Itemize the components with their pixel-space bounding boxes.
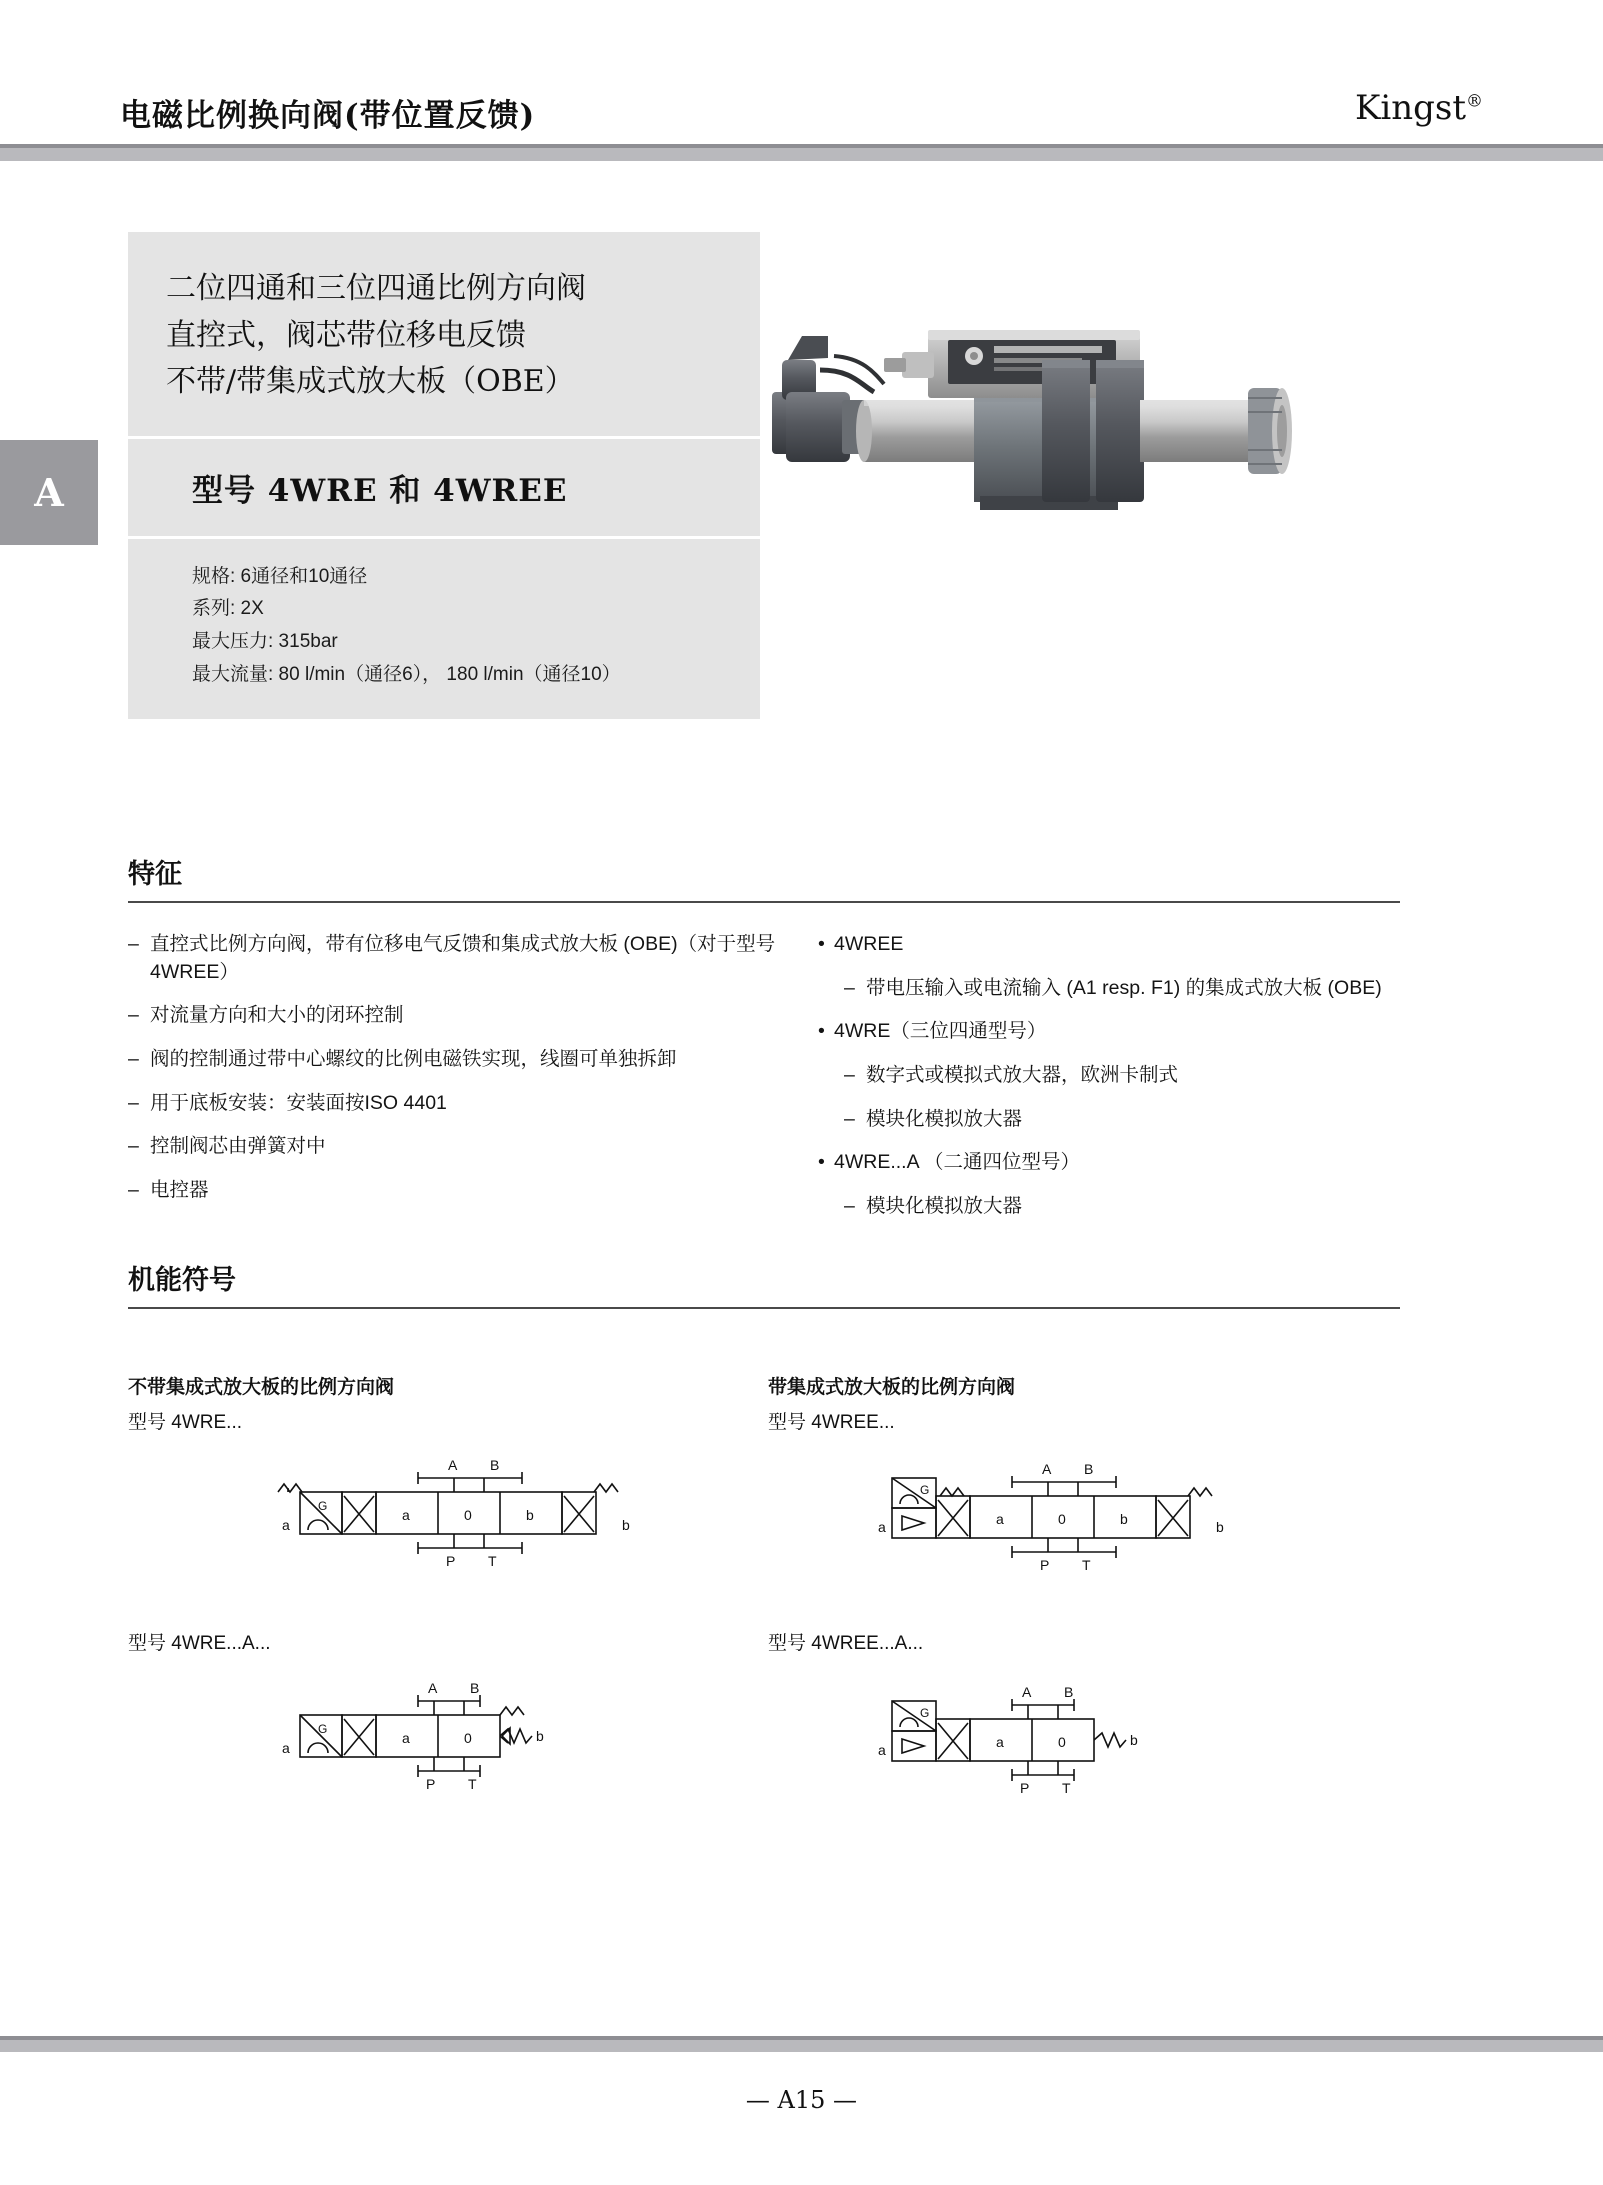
port-label-P: P (426, 1776, 436, 1792)
symbols-section (128, 1258, 1400, 1309)
feature-item (128, 1090, 818, 1118)
feature-text: 对流量方向和大小的闭环控制 (150, 1004, 404, 1027)
features-left-column (128, 931, 818, 1237)
header-rule (0, 148, 1603, 161)
feature-item (128, 1002, 818, 1030)
port-label-g: G (318, 1499, 328, 1513)
list-marker: – (128, 1091, 139, 1114)
title-block-model: 型号 4WRE 和 4WREE (128, 439, 760, 539)
hydraulic-symbol-4wree (878, 1450, 1298, 1580)
feature-text: 阀的控制通过带中心螺纹的比例电磁铁实现，线圈可单独拆卸 (150, 1048, 677, 1071)
list-marker: • (818, 1151, 825, 1174)
spool-label-0: 0 (1058, 1511, 1066, 1527)
spool-label-b: b (526, 1507, 534, 1523)
symbol-group-4wre (128, 1372, 768, 1585)
hydraulic-symbol-4wre-a (258, 1673, 678, 1803)
spool-label-a: a (402, 1730, 410, 1746)
spool-label-b: b (1120, 1511, 1128, 1527)
list-marker: – (844, 1195, 855, 1218)
feature-item (818, 931, 1400, 959)
list-marker: – (128, 1179, 139, 1202)
symbol-caption: 带集成式放大板的比例方向阀 (768, 1377, 1016, 1398)
feature-item (128, 1046, 818, 1074)
feature-text: 4WRE...A （二通四位型号） (834, 1151, 1080, 1174)
feature-text: 4WREE (834, 933, 904, 955)
feature-item (818, 1149, 1400, 1177)
feature-text: 模块化模拟放大器 (866, 1195, 1023, 1218)
feature-text: 模块化模拟放大器 (866, 1107, 1023, 1130)
port-label-a: a (282, 1740, 290, 1756)
feature-item (128, 1177, 818, 1205)
page-title: 电磁比例换向阀(带位置反馈) (120, 98, 536, 134)
port-label-g: G (318, 1722, 328, 1736)
valve-illustration (742, 300, 1442, 590)
spool-label-0: 0 (1058, 1734, 1066, 1750)
port-label-T: T (1082, 1557, 1091, 1573)
title-line-1: 二位四通和三位四通比例方向阀 (166, 271, 586, 306)
list-marker: – (128, 1048, 139, 1071)
feature-item (844, 975, 1400, 1003)
feature-item (818, 1018, 1400, 1046)
feature-text: 用于底板安装：安装面按ISO 4401 (150, 1091, 447, 1114)
list-marker: • (818, 1020, 825, 1043)
port-label-B: B (1084, 1461, 1094, 1477)
port-label-T: T (468, 1776, 477, 1792)
feature-item (844, 1062, 1400, 1090)
section-tab-a: A (0, 440, 98, 545)
port-label-A: A (428, 1680, 438, 1696)
list-marker: – (128, 933, 139, 955)
symbol-model: 型号 4WREE...A... (768, 1633, 924, 1654)
port-label-b: b (1130, 1732, 1138, 1748)
feature-text: 数字式或模拟式放大器，欧洲卡制式 (866, 1064, 1179, 1087)
port-label-P: P (1020, 1780, 1030, 1796)
symbol-caption: 不带集成式放大板的比例方向阀 (128, 1377, 395, 1398)
port-label-B: B (1064, 1684, 1074, 1700)
features-rule (128, 901, 1400, 903)
features-right-column (818, 931, 1400, 1237)
port-label-A: A (448, 1457, 458, 1473)
hydraulic-symbol-4wree-a (878, 1673, 1298, 1803)
spec-series: 系列: 2X (192, 598, 264, 620)
title-line-3: 不带/带集成式放大板（OBE） (166, 364, 575, 399)
symbols-heading: 机能符号 (128, 1265, 236, 1296)
symbol-group-4wre-a (128, 1620, 768, 1808)
feature-item (128, 931, 818, 986)
spool-label-a: a (996, 1511, 1004, 1527)
symbol-diagrams (128, 1330, 1428, 1910)
symbol-model: 型号 4WRE...A... (128, 1633, 271, 1654)
title-line-2: 直控式，阀芯带位移电反馈 (166, 317, 526, 353)
brand-logo (1355, 88, 1483, 128)
spool-label-0: 0 (464, 1507, 472, 1523)
port-label-g: G (920, 1706, 930, 1720)
title-block-specs (128, 539, 760, 720)
symbol-model: 型号 4WREE... (768, 1412, 895, 1433)
port-label-a: a (878, 1519, 886, 1535)
port-label-T: T (488, 1553, 497, 1569)
feature-text: 控制阀芯由弹簧对中 (150, 1135, 326, 1158)
list-marker: – (128, 1135, 139, 1158)
port-label-A: A (1022, 1684, 1032, 1700)
list-marker: • (818, 933, 825, 955)
list-marker: – (844, 1107, 855, 1130)
page-header (0, 0, 1603, 160)
spec-size: 规格: 6通径和10通径 (192, 565, 368, 587)
feature-text: 电控器 (150, 1179, 209, 1202)
feature-text: 直控式比例方向阀，带有位移电气反馈和集成式放大板 (OBE)（对于型号 4WREE） (150, 933, 776, 983)
feature-text: 4WRE（三位四通型号） (834, 1020, 1047, 1043)
spec-max-pressure: 最大压力: 315bar (192, 630, 338, 652)
symbol-model: 型号 4WRE... (128, 1412, 243, 1433)
spool-label-a: a (402, 1507, 410, 1523)
port-label-b: b (622, 1517, 630, 1533)
brand-registered-mark: ® (1466, 91, 1483, 112)
features-section (128, 852, 1400, 1237)
title-block-description (128, 232, 760, 439)
features-heading: 特征 (128, 859, 182, 890)
port-label-P: P (1040, 1557, 1050, 1573)
list-marker: – (844, 1064, 855, 1087)
spec-max-flow: 最大流量: 80 l/min（通径6）， 180 l/min（通径10） (192, 663, 621, 685)
title-block (128, 232, 760, 719)
feature-item (844, 1106, 1400, 1134)
page-number: — A15 — (745, 2086, 858, 2114)
port-label-B: B (490, 1457, 500, 1473)
port-label-g: G (920, 1483, 930, 1497)
port-label-a: a (878, 1742, 886, 1758)
port-label-a: a (282, 1517, 290, 1533)
hydraulic-symbol-4wre (258, 1450, 678, 1580)
spool-label-a: a (996, 1734, 1004, 1750)
port-label-A: A (1042, 1461, 1052, 1477)
symbols-rule (128, 1307, 1400, 1309)
feature-item (128, 1133, 818, 1161)
port-label-B: B (470, 1680, 480, 1696)
list-marker: – (128, 1004, 139, 1027)
spool-label-0: 0 (464, 1730, 472, 1746)
symbol-group-4wree (768, 1372, 1408, 1585)
port-label-b: b (536, 1728, 544, 1744)
product-photo (742, 300, 1442, 590)
brand-name: Kingst (1354, 88, 1466, 128)
list-marker: – (844, 976, 855, 999)
port-label-T: T (1062, 1780, 1071, 1796)
symbol-group-4wree-a (768, 1620, 1408, 1808)
feature-item (844, 1193, 1400, 1221)
port-label-P: P (446, 1553, 456, 1569)
footer-rule (0, 2040, 1603, 2052)
port-label-b: b (1216, 1519, 1224, 1535)
feature-text: 带电压输入或电流输入 (A1 resp. F1) 的集成式放大板 (OBE) (866, 976, 1382, 999)
